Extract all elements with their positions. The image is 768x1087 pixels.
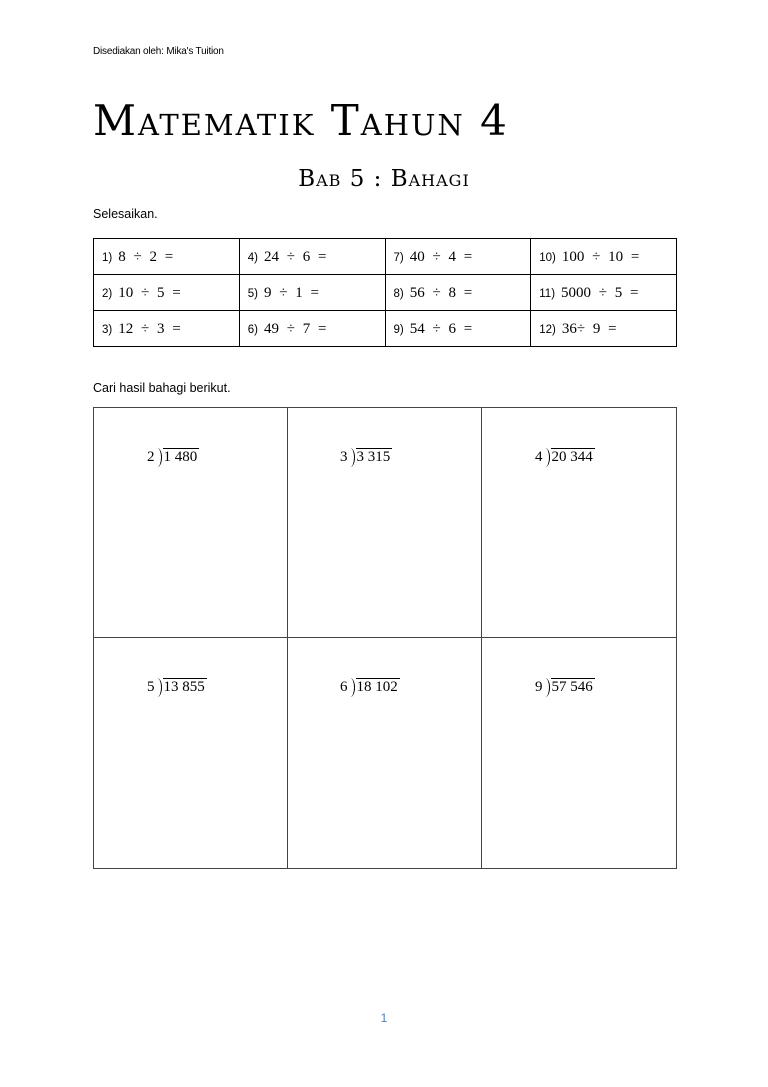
division-bracket — [156, 448, 162, 467]
divisor: 4 — [535, 449, 543, 465]
dividend: 20 344 — [551, 449, 593, 465]
division-bracket — [156, 678, 162, 697]
dividend: 3 315 — [356, 449, 391, 465]
question-number: 12) — [539, 323, 556, 336]
question-expression: 12 ÷ 3 = — [118, 320, 181, 337]
question-number: 1) — [102, 251, 113, 264]
question-expression: 100 ÷ 10 = — [561, 248, 640, 265]
section1-instruction: Selesaikan. — [93, 207, 158, 221]
question-table — [93, 238, 677, 347]
division-cell — [482, 638, 676, 868]
question-cell — [94, 311, 240, 347]
question-cell — [239, 239, 385, 275]
long-division — [147, 446, 199, 465]
question-expression: 49 ÷ 7 = — [263, 320, 327, 337]
question-number: 2) — [102, 287, 113, 300]
question-cell — [385, 275, 531, 311]
long-division — [535, 446, 595, 465]
section2-instruction: Cari hasil bahagi berikut. — [93, 381, 231, 395]
page-number: 1 — [380, 1011, 388, 1025]
divisor: 3 — [340, 449, 348, 465]
division-cell — [288, 408, 482, 638]
long-division — [340, 446, 392, 465]
division-bracket — [349, 448, 355, 467]
question-cell — [531, 275, 677, 311]
question-number: 10) — [539, 251, 556, 264]
question-number: 7) — [393, 251, 404, 264]
question-expression: 10 ÷ 5 = — [118, 284, 181, 301]
question-cell — [239, 275, 385, 311]
question-expression: 36÷ 9 = — [561, 320, 617, 337]
header-note: Disediakan oleh: Mika's Tuition — [93, 46, 224, 57]
division-cell — [94, 638, 288, 868]
question-expression: 24 ÷ 6 = — [263, 248, 327, 265]
question-expression: 5000 ÷ 5 = — [561, 284, 639, 301]
division-cell — [482, 408, 676, 638]
divisor: 5 — [147, 679, 155, 695]
question-expression: 40 ÷ 4 = — [409, 248, 473, 265]
division-cell — [288, 638, 482, 868]
dividend: 57 546 — [551, 679, 593, 695]
question-cell — [531, 311, 677, 347]
question-number: 3) — [102, 323, 113, 336]
question-cell — [531, 239, 677, 275]
question-expression: 9 ÷ 1 = — [263, 284, 319, 301]
question-expression: 56 ÷ 8 = — [409, 284, 473, 301]
question-cell — [239, 311, 385, 347]
page-title: Matematik Tahun 4 — [93, 96, 509, 145]
question-cell — [94, 275, 240, 311]
long-division — [340, 676, 400, 695]
division-bracket — [349, 678, 355, 697]
table-row — [94, 239, 677, 275]
long-division-grid — [93, 407, 677, 869]
question-number: 8) — [393, 287, 404, 300]
dividend: 13 855 — [163, 679, 205, 695]
page-subtitle: Bab 5 : Bahagi — [298, 166, 470, 192]
question-expression: 54 ÷ 6 = — [409, 320, 473, 337]
question-cell — [385, 311, 531, 347]
division-bracket — [544, 678, 550, 697]
question-number: 4) — [247, 251, 258, 264]
question-cell — [385, 239, 531, 275]
dividend: 1 480 — [163, 449, 198, 465]
divisor: 9 — [535, 679, 543, 695]
long-division — [535, 676, 595, 695]
question-number: 6) — [247, 323, 258, 336]
divisor: 2 — [147, 449, 155, 465]
division-cell — [94, 408, 288, 638]
table-row — [94, 311, 677, 347]
long-division — [147, 676, 207, 695]
question-number: 11) — [539, 287, 556, 300]
divisor: 6 — [340, 679, 348, 695]
question-number: 9) — [393, 323, 404, 336]
question-number: 5) — [247, 287, 258, 300]
division-bracket — [544, 448, 550, 467]
question-cell — [94, 239, 240, 275]
question-expression: 8 ÷ 2 = — [118, 248, 174, 265]
dividend: 18 102 — [356, 679, 398, 695]
table-row — [94, 275, 677, 311]
